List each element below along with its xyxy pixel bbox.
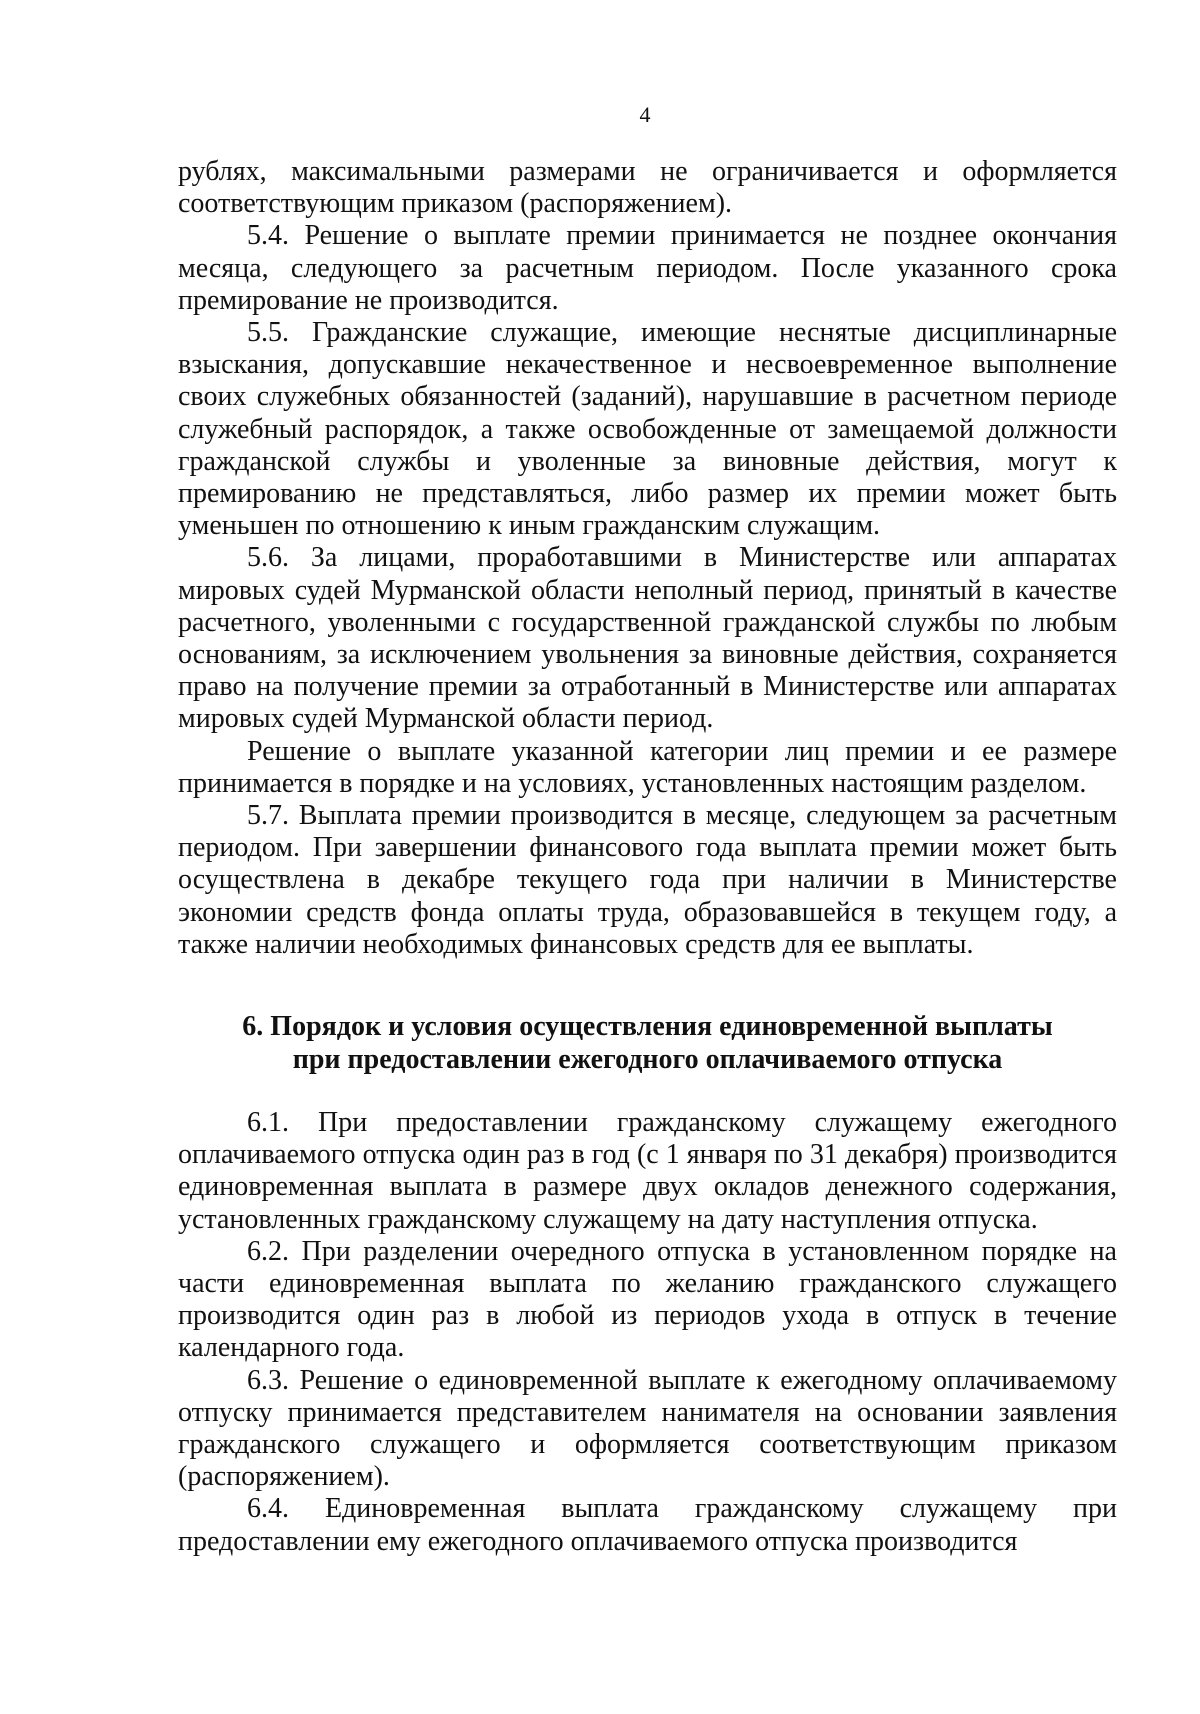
section-5-body xyxy=(178,156,1117,961)
section-6-body xyxy=(178,1107,1117,1558)
page-number: 4 xyxy=(639,102,651,127)
paragraph-6-2: 6.2. При разделении очередного отпуска в установленном порядке на части единовременная выплата по желанию гражданского служащего производится один раз в любой из периодов ухода в отпуск в течение календарного года. xyxy=(178,1235,1117,1364)
paragraph-5-7: 5.7. Выплата премии производится в месяце, следующем за расчетным периодом. При завершении финансового года выплата премии может быть осуществлена в декабре текущего года при наличии в Министерстве экономии средств фонда оплаты труда, образовавшейся в текущем году, а также наличии необходимых финансовых средств для ее выплаты. xyxy=(178,800,1117,960)
paragraph-6-3: 6.3. Решение о единовременной выплате к ежегодному оплачиваемому отпуску принимается представителем нанимателя на основании заявления гражданского служащего и оформляется соответствующим приказом (распоряжением). xyxy=(178,1364,1117,1493)
paragraph-5-5: 5.5. Гражданские служащие, имеющие неснятые дисциплинарные взыскания, допускавшие некачественное и несвоевременное выполнение своих служебных обязанностей (заданий), нарушавшие в расчетном периоде служебный распорядок, а также освобожденные от замещаемой должности гражданской службы и уволенные за виновные действия, могут к премированию не представляться, либо размер их премии может быть уменьшен по отношению к иным гражданским служащим. xyxy=(178,317,1117,542)
paragraph-6-1: 6.1. При предоставлении гражданскому служащему ежегодного оплачиваемого отпуска один раз в год (с 1 января по 31 декабря) производится единовременная выплата в размере двух окладов денежного содержания, установленных гражданскому служащему на дату наступления отпуска. xyxy=(178,1107,1117,1235)
section-6-heading-line-1: 6. Порядок и условия осуществления единовременной выплаты xyxy=(242,1011,1053,1042)
paragraph-5-6: 5.6. За лицами, проработавшими в Министерстве или аппаратах мировых судей Мурманской области неполный период, принятый в качестве расчетного, уволенными с государственной гражданской службы по любым основаниям, за исключением увольнения за виновные действия, сохраняется право на получение премии за отработанный в Министерстве или аппаратах мировых судей Мурманской области период. xyxy=(178,542,1117,735)
section-6-heading xyxy=(178,1010,1117,1076)
paragraph-5-3-continuation: рублях, максимальными размерами не ограничивается и оформляется соответствующим приказом (распоряжением). xyxy=(178,156,1117,220)
paragraph-5-4: 5.4. Решение о выплате премии принимается не позднее окончания месяца, следующего за расчетным периодом. После указанного срока премирование не производится. xyxy=(178,220,1117,316)
paragraph-5-6-decision: Решение о выплате указанной категории лиц премии и ее размере принимается в порядке и на условиях, установленных настоящим разделом. xyxy=(178,735,1117,799)
paragraph-6-4: 6.4. Единовременная выплата гражданскому служащему при предоставлении ему ежегодного оплачиваемого отпуска производится xyxy=(178,1493,1117,1557)
section-6-heading-line-2: при предоставлении ежегодного оплачиваемого отпуска xyxy=(292,1044,1003,1075)
